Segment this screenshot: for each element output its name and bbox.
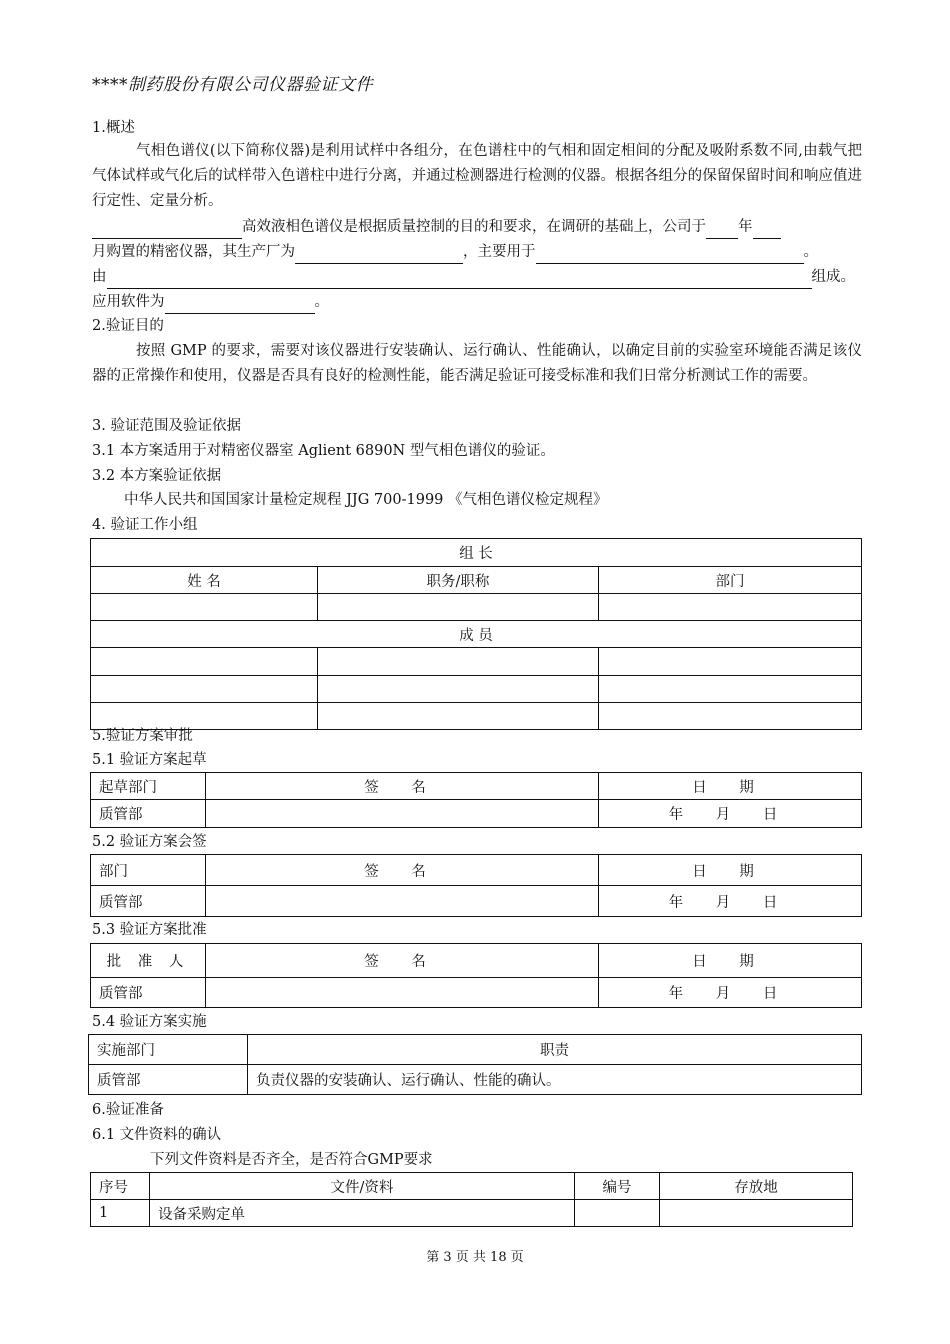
responsibility-cell: 负责仪器的安装确认、运行确认、性能的确认。 (248, 1065, 862, 1095)
leader-name-cell[interactable] (91, 594, 318, 621)
section-2-paragraph: 按照 GMP 的要求，需要对该仪器进行安装确认、运行确认、性能确认，以确定目前的实验室环境能否满足该仪器的正常操作和使用，仪器是否具有良好的检测性能，能否满足验证可接受标准和我们日常分析测试工作的需要。 (92, 343, 862, 384)
section-5-4-heading: 5.4 验证方案实施 (92, 1014, 207, 1030)
member-name-cell[interactable] (91, 648, 318, 676)
documents-table (90, 1172, 853, 1227)
section-3-2-standard: 中华人民共和国国家计量检定规程 JJG 700-1999 《气相色谱仪检定规程》 (124, 492, 608, 508)
qa-dept-cell: 质管部 (89, 1065, 248, 1095)
section-5-2-heading: 5.2 验证方案会签 (92, 834, 207, 850)
section-2-heading: 2.验证目的 (92, 318, 164, 334)
draft-dept-header: 起草部门 (91, 773, 206, 800)
impl-dept-header: 实施部门 (89, 1035, 248, 1065)
section-5-3-heading: 5.3 验证方案批准 (92, 922, 207, 938)
draft-table (90, 772, 862, 828)
date-cell[interactable]: 年 月 日 (599, 978, 862, 1008)
seq-cell: 1 (91, 1200, 150, 1227)
qa-dept-cell: 质管部 (91, 978, 206, 1008)
member-name-cell[interactable] (91, 676, 318, 703)
section-3-1: 3.1 本方案适用于对精密仪器室 Aglient 6890N 型气相色谱仪的验证。 (92, 443, 555, 459)
date-cell[interactable]: 年 月 日 (599, 886, 862, 917)
dept-header: 部门 (91, 855, 206, 886)
section-1-paragraph: 气相色谱仪(以下简称仪器)是利用试样中各组分，在色谱柱中的气相和固定相间的分配及吸附系数不同,由载气把气体试样或气化后的试样带入色谱柱中进行分离，并通过检测器进行检测的仪器。根据各组分的保留保留时间和响应值进行定性、定量分析。 (92, 143, 862, 209)
col-name: 姓 名 (91, 567, 318, 594)
member-dept-cell[interactable] (599, 648, 862, 676)
section-3-heading: 3. 验证范围及验证依据 (92, 418, 241, 434)
document-cell: 设备采购定单 (150, 1200, 575, 1227)
responsibility-header: 职责 (248, 1035, 862, 1065)
date-header: 日 期 (599, 944, 862, 978)
col-title: 职务/职称 (318, 567, 599, 594)
signature-header: 签 名 (206, 855, 599, 886)
section-4-heading: 4. 验证工作小组 (92, 517, 198, 533)
page-footer: 第 3 页 共 18 页 (426, 1250, 524, 1265)
approver-header: 批 准 人 (91, 944, 206, 978)
signature-cell[interactable] (206, 800, 599, 828)
working-group-table (90, 538, 862, 730)
instrument-name-blank[interactable] (92, 221, 242, 239)
month-blank[interactable] (753, 221, 781, 239)
section-6-heading: 6.验证准备 (92, 1102, 164, 1118)
location-cell[interactable] (660, 1200, 853, 1227)
member-dept-cell[interactable] (599, 676, 862, 703)
section-1-software-line: 应用软件为 。 (92, 290, 329, 314)
section-6-1-intro: 下列文件资料是否齐全，是否符合GMP要求 (150, 1152, 433, 1168)
date-header: 日 期 (599, 773, 862, 800)
col-number: 编号 (575, 1173, 660, 1200)
leader-dept-cell[interactable] (599, 594, 862, 621)
implementation-table (88, 1034, 862, 1095)
manufacturer-blank[interactable] (295, 246, 463, 264)
section-6-1-heading: 6.1 文件资料的确认 (92, 1127, 222, 1143)
section-5-1-heading: 5.1 验证方案起草 (92, 752, 207, 768)
document-header: ****制药股份有限公司仪器验证文件 (92, 75, 373, 95)
members-header: 成 员 (91, 621, 862, 648)
qa-dept-cell: 质管部 (91, 886, 206, 917)
usage-blank[interactable] (536, 246, 804, 264)
qa-dept-cell: 质管部 (91, 800, 206, 828)
leader-title-cell[interactable] (318, 594, 599, 621)
year-blank[interactable] (706, 221, 738, 239)
signature-header: 签 名 (206, 944, 599, 978)
col-seq: 序号 (91, 1173, 150, 1200)
table-row (91, 1200, 853, 1227)
section-1-heading: 1.概述 (92, 120, 135, 136)
section-1-composition-line: 由 组成。 (92, 265, 855, 289)
member-dept-cell[interactable] (599, 703, 862, 730)
section-1-purchase-line: 高效液相色谱仪是根据质量控制的目的和要求，在调研的基础上，公司于 年 (92, 215, 781, 239)
signature-header: 签 名 (206, 773, 599, 800)
date-cell[interactable]: 年 月 日 (599, 800, 862, 828)
col-location: 存放地 (660, 1173, 853, 1200)
approval-table (90, 943, 862, 1008)
member-title-cell[interactable] (318, 648, 599, 676)
signature-cell[interactable] (206, 886, 599, 917)
section-1-manufacturer-line: 月购置的精密仪器，其生产厂为 ，主要用于 。 (92, 240, 818, 264)
section-5-heading: 5.验证方案审批 (92, 728, 193, 744)
section-3-2: 3.2 本方案验证依据 (92, 468, 222, 484)
software-blank[interactable] (165, 296, 315, 314)
member-title-cell[interactable] (318, 676, 599, 703)
leader-header: 组 长 (91, 539, 862, 567)
col-dept: 部门 (599, 567, 862, 594)
col-document: 文件/资料 (150, 1173, 575, 1200)
signature-cell[interactable] (206, 978, 599, 1008)
countersign-table (90, 854, 862, 917)
number-cell[interactable] (575, 1200, 660, 1227)
member-title-cell[interactable] (318, 703, 599, 730)
composition-blank[interactable] (107, 271, 812, 289)
date-header: 日 期 (599, 855, 862, 886)
